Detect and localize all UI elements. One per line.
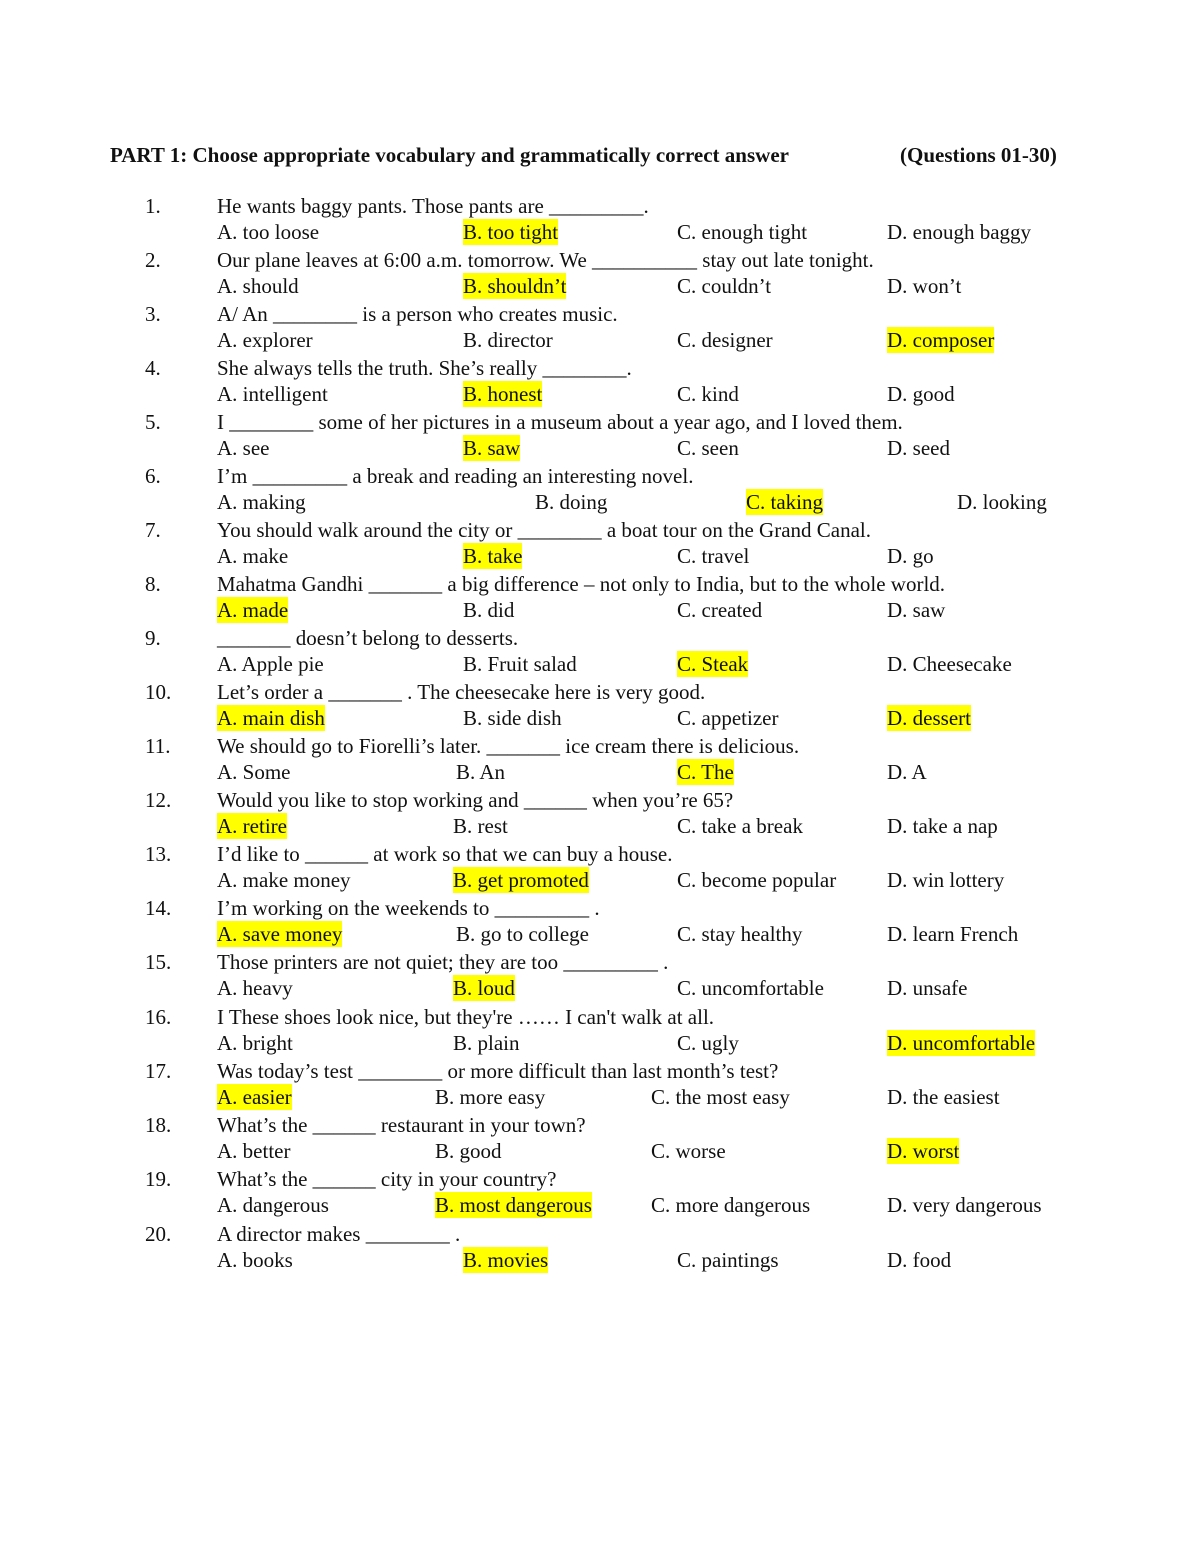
answer-option-c: C. seen	[677, 436, 739, 460]
answer-option-b: B. more easy	[435, 1085, 546, 1109]
answer-option-d: D. won’t	[887, 274, 962, 298]
question-number: 7.	[145, 518, 161, 542]
answer-option-c: C. uncomfortable	[677, 976, 824, 1000]
answer-option-b-highlighted: B. take	[463, 544, 523, 568]
question-number: 16.	[145, 1005, 172, 1029]
answer-option-d: D. learn French	[887, 922, 1019, 946]
answer-option-b: B. director	[463, 328, 553, 352]
answer-option-a: A. should	[217, 274, 299, 298]
answer-option-d: D. win lottery	[887, 868, 1005, 892]
question-number: 3.	[145, 302, 161, 326]
question-text: A director makes ________ .	[217, 1222, 461, 1246]
question-number: 17.	[145, 1059, 172, 1083]
answer-option-c: C. couldn’t	[677, 274, 772, 298]
part-heading	[110, 143, 1057, 168]
question-number: 15.	[145, 950, 172, 974]
answer-option-a-highlighted: A. main dish	[217, 706, 325, 730]
answer-option-b-highlighted: B. movies	[463, 1248, 549, 1272]
question-text: I’d like to ______ at work so that we can buy a house.	[217, 842, 673, 866]
question-range: (Questions 01-30)	[900, 143, 1057, 167]
question-number: 18.	[145, 1113, 172, 1137]
question-text: _______ doesn’t belong to desserts.	[217, 626, 519, 650]
question-number: 4.	[145, 356, 161, 380]
answer-option-a-highlighted: A. save money	[217, 922, 343, 946]
answer-option-d: D. unsafe	[887, 976, 968, 1000]
answer-option-d: D. seed	[887, 436, 950, 460]
answer-option-b-highlighted: B. most dangerous	[435, 1193, 592, 1217]
question-number: 6.	[145, 464, 161, 488]
question-text: Our plane leaves at 6:00 a.m. tomorrow. We __________ stay out late tonight.	[217, 248, 874, 272]
answer-option-c: C. travel	[677, 544, 750, 568]
answer-option-c-highlighted: C. Steak	[677, 652, 749, 676]
answer-option-b-highlighted: B. loud	[453, 976, 515, 1000]
part-title: PART 1: Choose appropriate vocabulary and grammatically correct answer	[110, 143, 789, 167]
question-text: Let’s order a _______ . The cheesecake here is very good.	[217, 680, 706, 704]
answer-option-b-highlighted: B. honest	[463, 382, 543, 406]
answer-option-c-highlighted: C. The	[677, 760, 734, 784]
question-number: 9.	[145, 626, 161, 650]
answer-option-a: A. better	[217, 1139, 291, 1163]
answer-option-a: A. intelligent	[217, 382, 328, 406]
answer-option-d-highlighted: D. uncomfortable	[887, 1031, 1036, 1055]
question-text: He wants baggy pants. Those pants are _________.	[217, 194, 649, 218]
answer-option-c: C. more dangerous	[651, 1193, 811, 1217]
answer-option-b: B. did	[463, 598, 515, 622]
answer-option-c: C. the most easy	[651, 1085, 790, 1109]
answer-option-c: C. kind	[677, 382, 739, 406]
answer-option-c: C. enough tight	[677, 220, 808, 244]
question-text: We should go to Fiorelli’s later. _______ ice cream there is delicious.	[217, 734, 800, 758]
answer-option-c: C. designer	[677, 328, 773, 352]
answer-option-b: B. good	[435, 1139, 502, 1163]
answer-option-b: B. go to college	[456, 922, 589, 946]
question-text: Mahatma Gandhi _______ a big difference – not only to India, but to the whole world.	[217, 572, 946, 596]
answer-option-c: C. stay healthy	[677, 922, 803, 946]
question-text: I’m _________ a break and reading an interesting novel.	[217, 464, 694, 488]
question-number: 11.	[145, 734, 171, 758]
answer-option-a: A. heavy	[217, 976, 293, 1000]
answer-option-a: A. too loose	[217, 220, 320, 244]
answer-option-d: D. go	[887, 544, 934, 568]
question-number: 14.	[145, 896, 172, 920]
answer-option-a: A. Some	[217, 760, 291, 784]
answer-option-b: B. Fruit salad	[463, 652, 577, 676]
question-text: A/ An ________ is a person who creates music.	[217, 302, 618, 326]
question-text: What’s the ______ city in your country?	[217, 1167, 557, 1191]
answer-option-d: D. saw	[887, 598, 946, 622]
answer-option-d: D. enough baggy	[887, 220, 1032, 244]
question-text: You should walk around the city or ________ a boat tour on the Grand Canal.	[217, 518, 872, 542]
answer-option-c: C. created	[677, 598, 763, 622]
answer-option-b-highlighted: B. shouldn’t	[463, 274, 567, 298]
answer-option-a: A. Apple pie	[217, 652, 324, 676]
answer-option-b: B. rest	[453, 814, 508, 838]
question-number: 5.	[145, 410, 161, 434]
question-text: Was today’s test ________ or more difficult than last month’s test?	[217, 1059, 779, 1083]
answer-option-d: D. food	[887, 1248, 952, 1272]
question-number: 12.	[145, 788, 172, 812]
question-number: 19.	[145, 1167, 172, 1191]
answer-option-b-highlighted: B. get promoted	[453, 868, 589, 892]
answer-option-b: B. doing	[535, 490, 608, 514]
answer-option-c: C. appetizer	[677, 706, 779, 730]
question-text: She always tells the truth. She’s really ________.	[217, 356, 632, 380]
answer-option-a: A. explorer	[217, 328, 313, 352]
answer-option-a: A. see	[217, 436, 270, 460]
question-text: Would you like to stop working and ______ when you’re 65?	[217, 788, 734, 812]
answer-option-a-highlighted: A. made	[217, 598, 289, 622]
answer-option-b-highlighted: B. too tight	[463, 220, 559, 244]
answer-option-c: C. worse	[651, 1139, 726, 1163]
answer-option-d-highlighted: D. worst	[887, 1139, 960, 1163]
answer-option-d: D. good	[887, 382, 955, 406]
answer-option-d: D. the easiest	[887, 1085, 1000, 1109]
answer-option-a: A. make	[217, 544, 289, 568]
answer-option-c: C. ugly	[677, 1031, 739, 1055]
question-number: 8.	[145, 572, 161, 596]
answer-option-a-highlighted: A. easier	[217, 1085, 292, 1109]
answer-option-b: B. An	[456, 760, 506, 784]
answer-option-c-highlighted: C. taking	[746, 490, 823, 514]
question-number: 20.	[145, 1222, 172, 1246]
answer-option-a: A. make money	[217, 868, 351, 892]
answer-option-c: C. become popular	[677, 868, 837, 892]
answer-option-b-highlighted: B. saw	[463, 436, 521, 460]
answer-option-b: B. plain	[453, 1031, 520, 1055]
answer-option-c: C. take a break	[677, 814, 803, 838]
question-text: Those printers are not quiet; they are too _________ .	[217, 950, 669, 974]
answer-option-d-highlighted: D. dessert	[887, 706, 971, 730]
answer-option-d: D. Cheesecake	[887, 652, 1012, 676]
answer-option-d: D. A	[887, 760, 927, 784]
question-text: I ________ some of her pictures in a museum about a year ago, and I loved them.	[217, 410, 903, 434]
answer-option-d: D. take a nap	[887, 814, 998, 838]
answer-option-b: B. side dish	[463, 706, 562, 730]
answer-option-a: A. bright	[217, 1031, 293, 1055]
question-number: 13.	[145, 842, 172, 866]
answer-option-c: C. paintings	[677, 1248, 779, 1272]
answer-option-a: A. books	[217, 1248, 293, 1272]
question-text: I These shoes look nice, but they're …… I can't walk at all.	[217, 1005, 715, 1029]
question-number: 1.	[145, 194, 161, 218]
answer-option-d-highlighted: D. composer	[887, 328, 995, 352]
answer-option-a: A. dangerous	[217, 1193, 329, 1217]
answer-option-d: D. looking	[957, 490, 1047, 514]
answer-option-d: D. very dangerous	[887, 1193, 1042, 1217]
question-number: 10.	[145, 680, 172, 704]
answer-option-a: A. making	[217, 490, 306, 514]
answer-option-a-highlighted: A. retire	[217, 814, 287, 838]
question-number: 2.	[145, 248, 161, 272]
question-text: I’m working on the weekends to _________ .	[217, 896, 600, 920]
question-text: What’s the ______ restaurant in your town?	[217, 1113, 586, 1137]
